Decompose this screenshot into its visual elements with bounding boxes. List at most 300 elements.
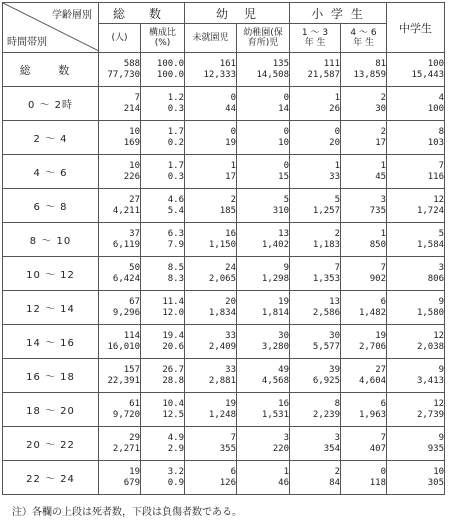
value-deaths: 0 (283, 92, 290, 103)
value-deaths: 9 (438, 432, 445, 443)
value-deaths: 13 (329, 296, 341, 307)
value-deaths: 157 (123, 364, 140, 375)
value-deaths: 1.2 (167, 92, 184, 103)
value-injuries: 17 (225, 171, 236, 182)
cell-g46 (341, 121, 387, 155)
value-deaths: 2 (380, 92, 387, 103)
value-injuries: 226 (123, 171, 140, 182)
value-deaths: 16 (278, 398, 290, 409)
cell-g46 (341, 87, 387, 121)
value-injuries: 30 (375, 103, 387, 114)
table-row (3, 393, 445, 427)
cell-pre (185, 53, 237, 87)
value-deaths: 2 (334, 228, 341, 239)
cell-total (99, 461, 141, 495)
cell-total (99, 427, 141, 461)
cell-g13 (290, 427, 341, 461)
value-deaths: 19 (375, 330, 387, 341)
value-injuries: 84 (329, 477, 341, 488)
value-deaths: 11.4 (162, 296, 184, 307)
value-injuries: 103 (427, 137, 445, 148)
value-deaths: 10 (129, 160, 140, 171)
header-ratio-line2: (%) (154, 38, 171, 48)
value-deaths: 0 (230, 92, 236, 103)
row-label: 総 数 (3, 53, 99, 87)
value-injuries: 6,925 (312, 375, 341, 386)
cell-kin (237, 427, 290, 461)
value-injuries: 2,881 (208, 375, 236, 386)
value-injuries: 935 (427, 443, 445, 454)
value-injuries: 20.6 (162, 341, 184, 352)
header-grade-1-3-line1: 1 ～ 3 (301, 28, 329, 38)
cell-total (99, 155, 141, 189)
value-injuries: 118 (369, 477, 387, 488)
cell-g46 (341, 257, 387, 291)
header-corner-cell (3, 3, 99, 53)
header-kindergarten-line2: 育所)児 (247, 38, 279, 48)
table-row (3, 155, 445, 189)
cell-mid (387, 189, 445, 223)
value-injuries: 2,271 (112, 443, 140, 454)
header-elementary: 小 学 生 (290, 3, 387, 24)
value-injuries: 2,409 (208, 341, 236, 352)
row-label: 0 ～ 2時 (3, 87, 99, 121)
value-deaths: 19 (129, 466, 140, 477)
value-deaths: 8 (334, 398, 341, 409)
value-injuries: 20 (329, 137, 341, 148)
table-row (3, 121, 445, 155)
cell-g13 (290, 359, 341, 393)
row-label: 8 ～ 10 (3, 223, 99, 257)
value-injuries: 735 (369, 205, 387, 216)
row-label: 12 ～ 14 (3, 291, 99, 325)
cell-mid (387, 53, 445, 87)
row-label: 18 ～ 20 (3, 393, 99, 427)
cell-total (99, 87, 141, 121)
cell-g46 (341, 325, 387, 359)
value-injuries: 2,239 (312, 409, 341, 420)
cell-ratio (141, 155, 185, 189)
cell-ratio (141, 427, 185, 461)
value-injuries: 45 (375, 171, 387, 182)
cell-g46 (341, 359, 387, 393)
header-preschool: 未就園児 (185, 24, 237, 53)
value-deaths: 100.0 (156, 58, 184, 69)
value-deaths: 27 (375, 364, 387, 375)
header-middle-school: 中学生 (387, 3, 445, 53)
value-injuries: 8.3 (167, 273, 184, 284)
cell-g13 (290, 461, 341, 495)
value-deaths: 27 (129, 194, 140, 205)
value-deaths: 33 (225, 364, 236, 375)
value-injuries: 26 (329, 103, 341, 114)
value-deaths: 49 (278, 364, 290, 375)
value-deaths: 3 (334, 432, 341, 443)
table-row (3, 257, 445, 291)
header-grade-1-3-line2: 年 生 (304, 38, 326, 48)
value-injuries: 185 (219, 205, 236, 216)
value-deaths: 1 (230, 160, 236, 171)
cell-total (99, 291, 141, 325)
value-injuries: 13,859 (353, 69, 387, 80)
table-row (3, 189, 445, 223)
cell-g13 (290, 325, 341, 359)
cell-pre (185, 223, 237, 257)
cell-g46 (341, 189, 387, 223)
cell-mid (387, 291, 445, 325)
value-injuries: 1,584 (416, 239, 445, 250)
cell-mid (387, 223, 445, 257)
cell-mid (387, 121, 445, 155)
value-injuries: 3,413 (416, 375, 445, 386)
value-deaths: 4 (438, 92, 445, 103)
value-deaths: 1 (334, 92, 341, 103)
value-injuries: 2,038 (416, 341, 445, 352)
value-deaths: 6.3 (167, 228, 184, 239)
value-injuries: 77,730 (107, 69, 140, 80)
cell-ratio (141, 325, 185, 359)
cell-ratio (141, 461, 185, 495)
header-row-1 (3, 3, 445, 24)
value-deaths: 10 (433, 466, 445, 477)
value-deaths: 111 (323, 58, 341, 69)
value-deaths: 0 (334, 126, 341, 137)
value-injuries: 126 (219, 477, 236, 488)
value-injuries: 9,720 (112, 409, 140, 420)
value-deaths: 7 (134, 92, 140, 103)
value-injuries: 12,333 (203, 69, 236, 80)
cell-mid (387, 87, 445, 121)
cell-total (99, 257, 141, 291)
value-injuries: 850 (369, 239, 387, 250)
value-deaths: 19 (225, 398, 236, 409)
cell-ratio (141, 359, 185, 393)
value-injuries: 679 (123, 477, 140, 488)
value-injuries: 1,353 (312, 273, 341, 284)
cell-kin (237, 291, 290, 325)
value-injuries: 44 (225, 103, 236, 114)
cell-ratio (141, 189, 185, 223)
header-grade-4-6-line1: 4 ～ 6 (350, 28, 377, 38)
cell-pre (185, 87, 237, 121)
value-deaths: 4.6 (167, 194, 184, 205)
value-injuries: 15,443 (411, 69, 445, 80)
header-total-char-2: 数 (149, 6, 164, 21)
value-deaths: 3 (283, 432, 290, 443)
value-deaths: 7 (230, 432, 236, 443)
value-deaths: 7 (438, 160, 445, 171)
value-injuries: 220 (272, 443, 290, 454)
value-deaths: 9 (283, 262, 290, 273)
cell-pre (185, 393, 237, 427)
value-injuries: 4,604 (358, 375, 387, 386)
cell-g46 (341, 291, 387, 325)
value-injuries: 169 (123, 137, 140, 148)
table-row (3, 53, 445, 87)
value-deaths: 50 (129, 262, 140, 273)
value-deaths: 2 (334, 466, 341, 477)
value-deaths: 135 (272, 58, 290, 69)
cell-g13 (290, 155, 341, 189)
value-deaths: 19 (278, 296, 290, 307)
table-row (3, 223, 445, 257)
cell-g13 (290, 121, 341, 155)
cell-g46 (341, 393, 387, 427)
row-label: 10 ～ 12 (3, 257, 99, 291)
value-injuries: 0.2 (167, 137, 184, 148)
value-deaths: 2 (380, 126, 387, 137)
value-injuries: 6,119 (112, 239, 140, 250)
statistics-table (2, 2, 445, 495)
value-deaths: 30 (329, 330, 341, 341)
value-injuries: 1,402 (261, 239, 290, 250)
value-deaths: 26.7 (162, 364, 184, 375)
value-deaths: 1.7 (167, 126, 184, 137)
value-deaths: 12 (433, 330, 445, 341)
value-injuries: 5,577 (312, 341, 341, 352)
value-deaths: 8 (438, 126, 445, 137)
value-injuries: 9,296 (112, 307, 140, 318)
value-injuries: 2,586 (312, 307, 341, 318)
value-deaths: 5 (283, 194, 290, 205)
value-injuries: 14,508 (256, 69, 290, 80)
cell-g46 (341, 53, 387, 87)
row-label: 2 ～ 4 (3, 121, 99, 155)
value-injuries: 214 (123, 103, 140, 114)
cell-g46 (341, 461, 387, 495)
header-infant: 幼 児 (185, 3, 290, 24)
cell-g46 (341, 155, 387, 189)
value-injuries: 305 (427, 477, 445, 488)
cell-mid (387, 359, 445, 393)
value-injuries: 1,531 (261, 409, 290, 420)
value-injuries: 1,963 (358, 409, 387, 420)
value-injuries: 116 (427, 171, 445, 182)
header-kindergarten-line1: 幼稚園(保 (243, 28, 283, 38)
value-deaths: 33 (225, 330, 236, 341)
cell-pre (185, 155, 237, 189)
row-label: 4 ～ 6 (3, 155, 99, 189)
value-injuries: 1,834 (208, 307, 236, 318)
value-injuries: 100 (427, 103, 445, 114)
cell-g13 (290, 393, 341, 427)
value-deaths: 1 (283, 466, 290, 477)
cell-total (99, 121, 141, 155)
cell-pre (185, 291, 237, 325)
cell-kin (237, 189, 290, 223)
value-deaths: 9 (438, 296, 445, 307)
value-deaths: 3 (438, 262, 445, 273)
row-label: 16 ～ 18 (3, 359, 99, 393)
value-injuries: 21,587 (307, 69, 341, 80)
cell-ratio (141, 257, 185, 291)
value-injuries: 4,211 (112, 205, 140, 216)
row-label: 20 ～ 22 (3, 427, 99, 461)
cell-kin (237, 393, 290, 427)
value-injuries: 354 (323, 443, 341, 454)
value-injuries: 806 (427, 273, 445, 284)
value-deaths: 6 (380, 398, 387, 409)
value-deaths: 2 (230, 194, 236, 205)
value-injuries: 22,391 (107, 375, 140, 386)
table-row (3, 359, 445, 393)
cell-ratio (141, 87, 185, 121)
cell-kin (237, 257, 290, 291)
value-injuries: 4,568 (261, 375, 290, 386)
value-deaths: 19.4 (162, 330, 184, 341)
row-label: 6 ～ 8 (3, 189, 99, 223)
value-deaths: 10.4 (162, 398, 184, 409)
value-deaths: 5 (334, 194, 341, 205)
value-injuries: 15 (278, 171, 290, 182)
value-injuries: 10 (278, 137, 290, 148)
value-deaths: 114 (123, 330, 140, 341)
value-injuries: 2,065 (208, 273, 236, 284)
cell-ratio (141, 121, 185, 155)
value-deaths: 8.5 (167, 262, 184, 273)
cell-kin (237, 87, 290, 121)
value-injuries: 33 (329, 171, 341, 182)
cell-g13 (290, 189, 341, 223)
value-injuries: 1,724 (416, 205, 445, 216)
value-deaths: 3 (380, 194, 387, 205)
cell-pre (185, 325, 237, 359)
value-deaths: 0 (380, 466, 387, 477)
value-deaths: 16 (225, 228, 236, 239)
cell-kin (237, 325, 290, 359)
cell-kin (237, 121, 290, 155)
value-injuries: 1,183 (312, 239, 341, 250)
cell-total (99, 53, 141, 87)
value-deaths: 61 (129, 398, 140, 409)
value-injuries: 16,010 (107, 341, 140, 352)
header-grade-1-3 (290, 24, 341, 53)
footnote: 注）各欄の上段は死者数，下段は負傷者数である。 (12, 507, 242, 518)
cell-g13 (290, 53, 341, 87)
value-injuries: 1,580 (416, 307, 445, 318)
cell-pre (185, 461, 237, 495)
value-deaths: 39 (329, 364, 341, 375)
value-injuries: 12.0 (162, 307, 184, 318)
header-total-char-1: 総 (113, 6, 128, 21)
value-deaths: 81 (375, 58, 387, 69)
value-injuries: 2,706 (358, 341, 387, 352)
cell-kin (237, 155, 290, 189)
value-injuries: 355 (219, 443, 236, 454)
cell-g13 (290, 87, 341, 121)
header-ratio (141, 24, 185, 53)
cell-g13 (290, 223, 341, 257)
value-deaths: 20 (225, 296, 236, 307)
header-grade-4-6 (341, 24, 387, 53)
value-injuries: 100.0 (156, 69, 184, 80)
header-total (99, 3, 185, 24)
header-kindergarten (237, 24, 290, 53)
value-deaths: 24 (225, 262, 236, 273)
cell-total (99, 393, 141, 427)
cell-mid (387, 325, 445, 359)
table-row (3, 325, 445, 359)
value-injuries: 0.3 (167, 103, 184, 114)
value-deaths: 0 (283, 160, 290, 171)
value-deaths: 67 (129, 296, 140, 307)
value-injuries: 2,739 (416, 409, 445, 420)
value-deaths: 10 (129, 126, 140, 137)
value-injuries: 6,424 (112, 273, 140, 284)
value-injuries: 7.9 (167, 239, 184, 250)
value-injuries: 1,814 (261, 307, 290, 318)
cell-pre (185, 257, 237, 291)
cell-mid (387, 257, 445, 291)
value-deaths: 7 (380, 432, 387, 443)
value-injuries: 1,298 (261, 273, 290, 284)
cell-kin (237, 359, 290, 393)
value-deaths: 37 (129, 228, 140, 239)
value-injuries: 1,150 (208, 239, 236, 250)
cell-g46 (341, 223, 387, 257)
cell-mid (387, 427, 445, 461)
cell-pre (185, 121, 237, 155)
value-injuries: 1,248 (208, 409, 236, 420)
value-injuries: 14 (278, 103, 290, 114)
table-row (3, 291, 445, 325)
header-grade-4-6-line2: 年 生 (353, 38, 374, 48)
value-deaths: 30 (278, 330, 290, 341)
cell-kin (237, 223, 290, 257)
cell-pre (185, 189, 237, 223)
cell-ratio (141, 291, 185, 325)
value-deaths: 100 (427, 58, 445, 69)
cell-total (99, 325, 141, 359)
value-deaths: 6 (380, 296, 387, 307)
value-injuries: 0.3 (167, 171, 184, 182)
value-injuries: 1,257 (312, 205, 341, 216)
value-injuries: 28.8 (162, 375, 184, 386)
value-injuries: 19 (225, 137, 236, 148)
value-injuries: 1,482 (358, 307, 387, 318)
table-row (3, 427, 445, 461)
cell-g46 (341, 427, 387, 461)
value-deaths: 12 (433, 398, 445, 409)
value-deaths: 588 (123, 58, 140, 69)
cell-ratio (141, 393, 185, 427)
corner-label-age: 学齢層別 (52, 10, 92, 21)
value-deaths: 9 (438, 364, 445, 375)
table-row (3, 87, 445, 121)
cell-total (99, 359, 141, 393)
header-unit-people: (人) (99, 24, 141, 53)
value-injuries: 3,280 (261, 341, 290, 352)
cell-pre (185, 427, 237, 461)
value-deaths: 7 (334, 262, 341, 273)
cell-mid (387, 461, 445, 495)
value-injuries: 902 (369, 273, 387, 284)
value-deaths: 3.2 (167, 466, 184, 477)
value-deaths: 0 (283, 126, 290, 137)
value-deaths: 1.7 (167, 160, 184, 171)
cell-g13 (290, 291, 341, 325)
value-injuries: 2.9 (167, 443, 184, 454)
value-injuries: 17 (375, 137, 387, 148)
cell-mid (387, 393, 445, 427)
value-deaths: 1 (380, 160, 387, 171)
cell-mid (387, 155, 445, 189)
value-deaths: 7 (380, 262, 387, 273)
row-label: 14 ～ 16 (3, 325, 99, 359)
value-injuries: 5.4 (167, 205, 184, 216)
value-injuries: 46 (278, 477, 290, 488)
value-deaths: 13 (278, 228, 290, 239)
